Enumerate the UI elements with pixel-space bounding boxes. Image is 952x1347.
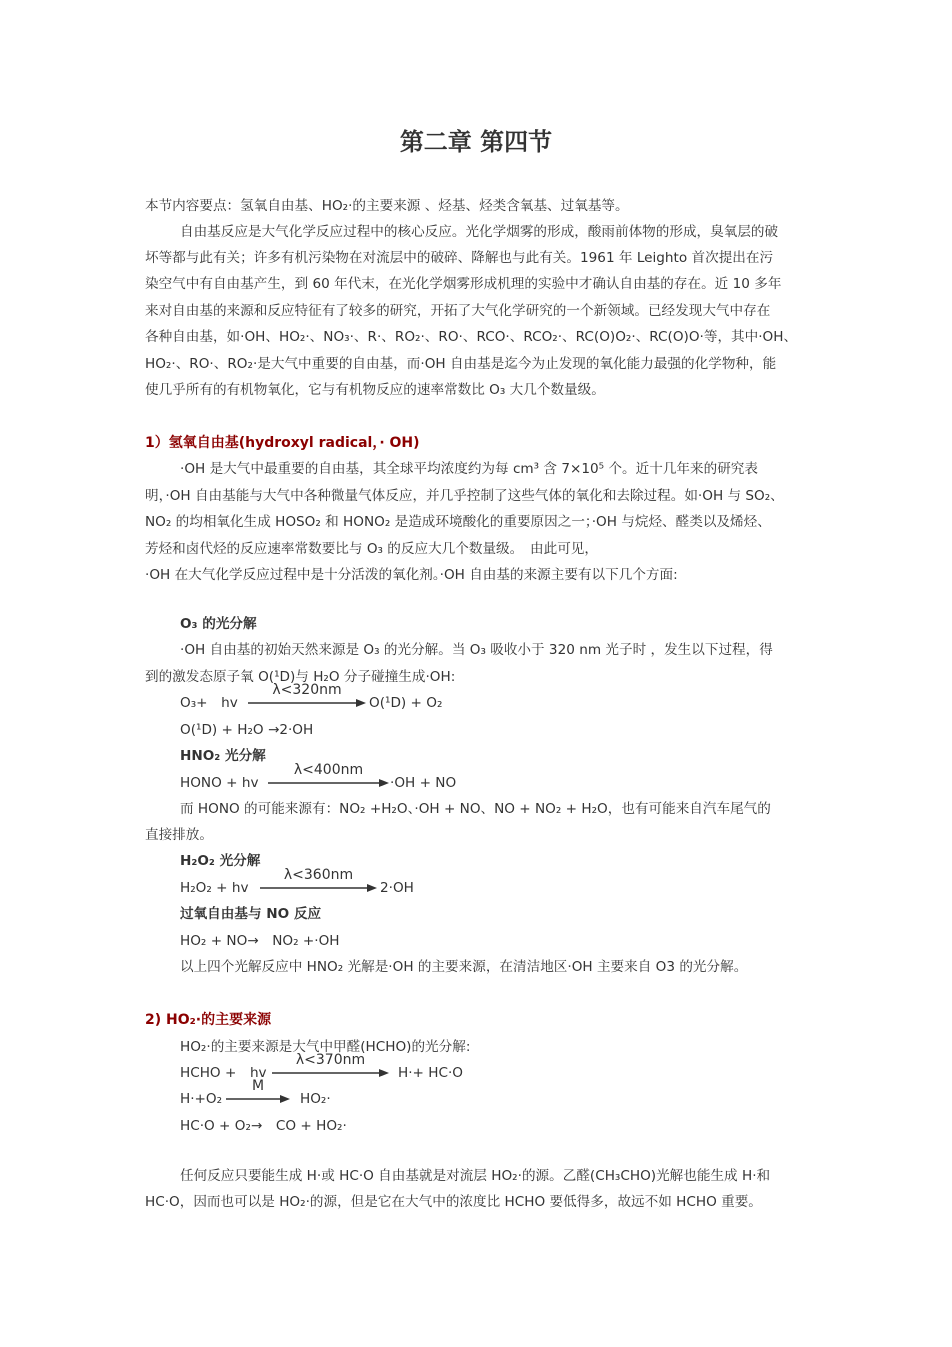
h2o2-photolysis-heading: H₂O₂ 光分解: [180, 853, 261, 869]
intro-paragraph-line: 自由基反应是大气化学反应过程中的核心反应。光化学烟雾的形成，酸雨前体物的形成，臭氧层的破: [180, 224, 779, 240]
hno2-photolysis-heading: HNO₂ 光分解: [180, 748, 266, 764]
o3-photolysis-heading: O₃ 的光分解: [180, 616, 257, 632]
section-1-paragraph-line: 明，·OH 自由基能与大气中各种微量气体反应，并几乎控制了这些气体的氧化和去除过程。如·OH 与 SO₂、: [145, 488, 784, 504]
intro-summary: 本节内容要点：氢氧自由基、HO₂·的主要来源 、烃基、烃类含氧基、过氧基等。: [145, 198, 629, 214]
hono-sources-line: 直接排放。: [145, 827, 213, 843]
ho2-no-heading: 过氧自由基与 NO 反应: [180, 906, 322, 922]
intro-paragraph-line: 来对自由基的来源和反应特征有了较多的研究，开拓了大气化学研究的一个新领域。已经发现大气中存在: [145, 303, 771, 319]
right-arrow-icon: [260, 871, 377, 897]
page-title: 第二章 第四节: [399, 128, 553, 156]
reaction-h-o2-right: HO₂·: [300, 1091, 331, 1107]
reaction-o3-right: O(¹D) + O₂: [369, 695, 443, 711]
section-1-paragraph-line: ·OH 是大气中最重要的自由基，其全球平均浓度约为每 cm³ 含 7×10⁵ 个。近十几年来的研究表: [180, 461, 758, 477]
intro-paragraph-line: 染空气中有自由基产生，到 60 年代末，在光化学烟雾形成机理的实验中才确认自由基的存在。近 10 多年: [145, 276, 782, 292]
reaction-hco-o2: HC·O + O₂→ CO + HO₂·: [180, 1118, 347, 1134]
reaction-h-o2-left: H·+O₂: [180, 1091, 223, 1107]
intro-paragraph-line: 使几乎所有的有机物氧化，它与有机物反应的速率常数比 O₃ 大几个数量级。: [145, 382, 605, 398]
reaction-arrow: [248, 682, 366, 712]
intro-paragraph-line: HO₂·、RO·、RO₂·是大气中重要的自由基，而·OH 自由基是迄今为止发现的氧化能力最强的化学物种，能: [145, 356, 777, 372]
reaction-h2o2-right: 2·OH: [380, 880, 414, 896]
o3-paragraph-line: ·OH 自由基的初始天然来源是 O₃ 的光分解。当 O₃ 吸收小于 320 nm 光子时 ，发生以下过程，得: [180, 642, 773, 658]
section-2-paragraph-line: 任何反应只要能生成 H·或 HC·O 自由基就是对流层 HO₂·的源。乙醛(CH₃CHO)光解也能生成 H·和: [180, 1168, 771, 1184]
section-1-paragraph-line: ·OH 在大气化学反应过程中是十分活泼的氧化剂。·OH 自由基的来源主要有以下几个方面:: [145, 567, 678, 583]
intro-paragraph-line: 坏等都与此有关；许多有机污染物在对流层中的破碎、降解也与此有关。1961 年 Leighto 首次提出在污: [145, 250, 774, 266]
section-1-paragraph-line: NO₂ 的均相氧化生成 HOSO₂ 和 HONO₂ 是造成环境酸化的重要原因之一；·OH 与烷烃、醛类以及烯烃、: [145, 514, 771, 530]
section-2-heading: 2) HO₂·的主要来源: [145, 1012, 272, 1028]
reaction-o1d-h2o: O(¹D) + H₂O →2·OH: [180, 722, 314, 738]
reaction-arrow: [226, 1078, 290, 1108]
reaction-arrow: [268, 762, 389, 792]
section-1-heading: 1）氢氧自由基(hydroxyl radical，· OH): [145, 435, 420, 451]
o3-paragraph-line: 到的激发态原子氧 O(¹D)与 H₂O 分子碰撞生成·OH:: [145, 669, 456, 685]
section-2-intro: HO₂·的主要来源是大气中甲醛(HCHO)的光分解:: [180, 1039, 471, 1055]
reaction-ho2-no: HO₂ + NO→ NO₂ +·OH: [180, 933, 340, 949]
reaction-arrow-label: λ<360nm: [283, 867, 354, 883]
right-arrow-icon: [226, 1082, 290, 1108]
reaction-hcho-right: H·+ HC·O: [398, 1065, 463, 1081]
section-1-paragraph-line: 芳烃和卤代烃的反应速率常数要比与 O₃ 的反应大几个数量级。 由此可见，: [145, 541, 598, 557]
section-2-paragraph-line: HC·O，因而也可以是 HO₂·的源，但是它在大气中的浓度比 HCHO 要低得多，故远不如 HCHO 重要。: [145, 1194, 762, 1210]
right-arrow-icon: [248, 686, 366, 712]
hono-sources-line: 而 HONO 的可能来源有：NO₂ +H₂O、·OH + NO、NO + NO₂ + H₂O，也有可能来自汽车尾气的: [180, 801, 771, 817]
oh-sources-summary: 以上四个光解反应中 HNO₂ 光解是·OH 的主要来源，在清洁地区·OH 主要来自 O3 的光分解。: [180, 959, 748, 975]
reaction-hono-left: HONO + hv: [180, 775, 259, 791]
reaction-arrow-label: λ<370nm: [295, 1052, 366, 1068]
reaction-o3-left: O₃+ hv: [180, 695, 238, 711]
reaction-h2o2-left: H₂O₂ + hv: [180, 880, 249, 896]
reaction-arrow: [260, 867, 377, 897]
reaction-arrow-label: λ<400nm: [293, 762, 364, 778]
reaction-hono-right: ·OH + NO: [390, 775, 457, 791]
reaction-arrow-label: λ<320nm: [272, 682, 342, 698]
reaction-hcho-left: HCHO + hv: [180, 1065, 267, 1081]
reaction-arrow-label: M: [251, 1078, 265, 1094]
intro-paragraph-line: 各种自由基，如·OH、HO₂·、NO₃·、R·、RO₂·、RO·、RCO·、RCO₂·、RC(O)O₂·、RC(O)O·等，其中·OH、: [145, 329, 798, 345]
right-arrow-icon: [268, 766, 389, 792]
